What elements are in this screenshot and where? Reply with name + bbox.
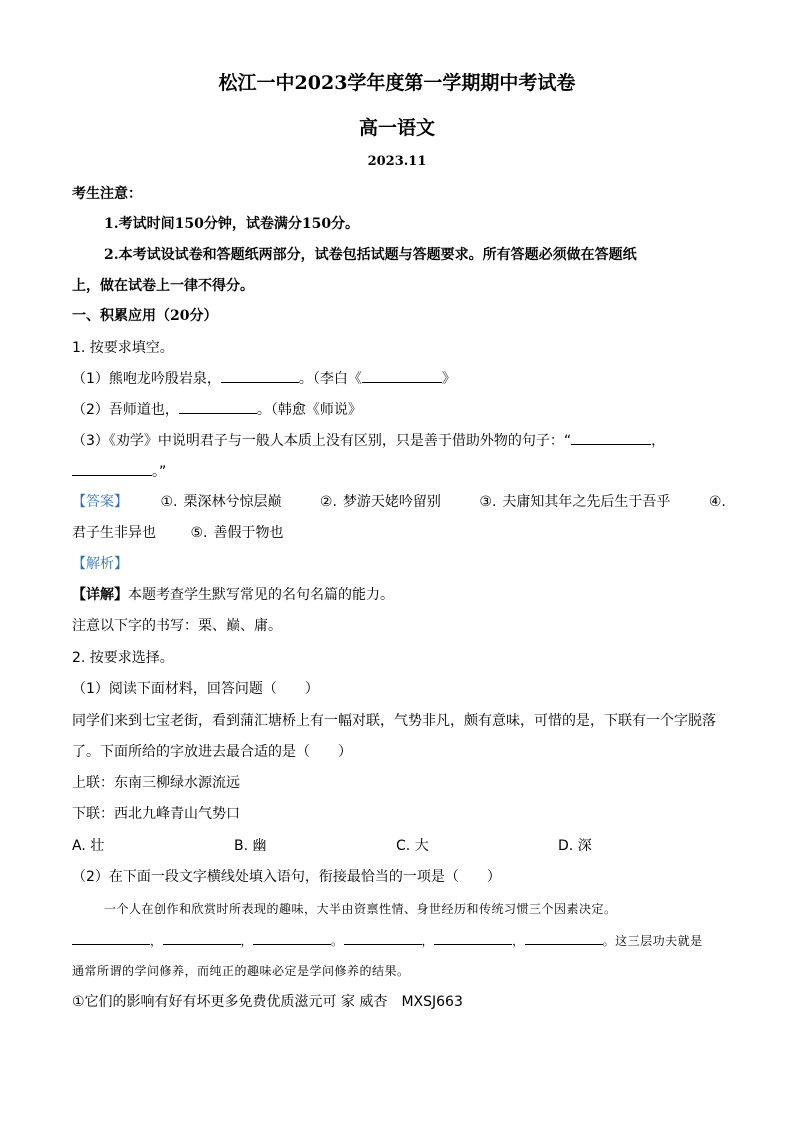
part-1-suffix: 。（李白《 [298,371,362,387]
notice-item-2-line-2: 上，做在试卷上一律不得分。 [72,278,254,294]
answer-label: 【答案】 [72,494,128,510]
material-line-1: 同学们来到七宝老街，看到蒲汇塘桥上有一幅对联，气势非凡，颇有意味，可惜的是，下联有一个字脱落 [72,713,716,729]
exam-date: 2023.11 [367,154,427,169]
exam-subject: 高一语文 [358,117,435,139]
option-d[interactable] [558,836,592,856]
part-3-end: 。” [152,464,167,480]
fill-blank[interactable] [221,368,299,383]
detail-line [72,585,394,605]
part-3-prefix: （3）《劝学》中说明君子与一般人本质上没有区别，只是善于借助外物的句子：“ [72,433,572,449]
option-text: 大 [414,838,429,854]
answer-num: ⑤. [190,525,208,541]
answer-text: 栗深林兮惊层巅 [183,494,282,510]
passage-line-3: 通常所谓的学问修养，而纯正的趣味必定是学问修养的结果。 [72,964,410,978]
exam-title: 松江一中2023学年度第一学期期中考试卷 [218,72,576,94]
writing-note: 注意以下字的书写：栗、巅、庸。 [72,618,282,634]
question-2-sub-2: （2）在下面一段文字横线处填入语句，衔接最恰当的一项是（ ） [72,869,501,885]
question-1-part-3 [72,430,665,451]
fill-blank[interactable] [434,930,512,945]
option-text: 幽 [252,838,267,854]
question-1-part-2 [72,399,362,420]
notice-heading: 考生注意： [72,186,142,202]
fill-blank[interactable] [163,930,241,945]
fill-blank[interactable] [72,461,152,476]
notice-item-1: 1.考试时间150分钟，试卷满分150分。 [104,216,360,232]
option-c[interactable] [396,836,429,856]
fill-blank[interactable] [253,930,331,945]
part-2-suffix: 。（韩愈《师说》 [256,402,362,418]
answer-text: 善假于物也 [213,525,284,541]
answer-item [320,492,441,512]
question-1-stem: 1. 按要求填空。 [72,340,174,356]
fill-blank[interactable] [525,930,603,945]
answer-num: ③. [479,494,497,510]
answer-item [160,492,281,512]
option-text: 深 [577,838,592,854]
part-2-prefix: （2）吾师道也， [72,402,179,418]
option-text: 壮 [90,838,105,854]
passage-line-2: ， ， 。 ， ， 。这三层功夫就是 [72,930,703,951]
answer-line-2 [72,523,283,543]
answer-text: 梦游天姥吟留别 [342,494,441,510]
answer-text: 夫庸知其年之先后生于吾乎 [502,494,671,510]
answer-text: 君子生非异也 [72,525,156,541]
part-3-mid: ， [651,433,666,449]
notice-item-2-line-1: 2.本考试设试卷和答题纸两部分，试卷包括试题与答题要求。所有答题必须做在答题纸 [104,247,637,263]
passage-line-2-end: 。这三层功夫就是 [602,934,703,948]
question-2-stem: 2. 按要求选择。 [72,650,174,666]
answer-num: ④. [708,494,726,510]
part-1-end: 》 [441,371,456,387]
part-1-prefix: （1）熊咆龙吟殷岩泉， [72,371,221,387]
option-letter: B. [234,838,249,854]
couplet-upper: 上联：东南三柳绿水源流远 [72,775,240,791]
question-2-sub-1: （1）阅读下面材料，回答问题（ ） [72,681,319,697]
detail-label: 【详解】 [72,587,128,603]
statement-1: ①它们的影响有好有坏更多免费优质滋元可 家 威杏 MXSJ663 [72,994,463,1010]
section-heading: 一、积累应用（20分） [72,308,218,324]
fill-blank[interactable] [179,399,257,414]
option-letter: C. [396,838,411,854]
couplet-lower: 下联：西北九峰青山气势口 [72,806,240,822]
answer-num: ①. [160,494,178,510]
fill-blank[interactable] [571,430,651,445]
option-a[interactable] [72,836,104,856]
fill-blank[interactable] [362,368,442,383]
answer-item [479,492,670,512]
option-letter: A. [72,838,86,854]
passage-line-1: 一个人在创作和欣赏时所表现的趣味，大半由资禀性情、身世经历和传统习惯三个因素决定。 [104,902,617,916]
option-letter: D. [558,838,574,854]
question-1-part-1 [72,368,456,389]
question-1-part-3-cont [72,461,166,482]
option-b[interactable] [234,836,267,856]
answer-line-1 [72,492,726,512]
analysis-label: 【解析】 [72,556,128,572]
fill-blank[interactable] [344,930,422,945]
answer-num: ②. [319,494,337,510]
material-line-2: 了。下面所给的字放进去最合适的是（ ） [72,744,352,760]
detail-text: 本题考查学生默写常见的名句名篇的能力。 [128,587,394,603]
fill-blank[interactable] [72,930,150,945]
